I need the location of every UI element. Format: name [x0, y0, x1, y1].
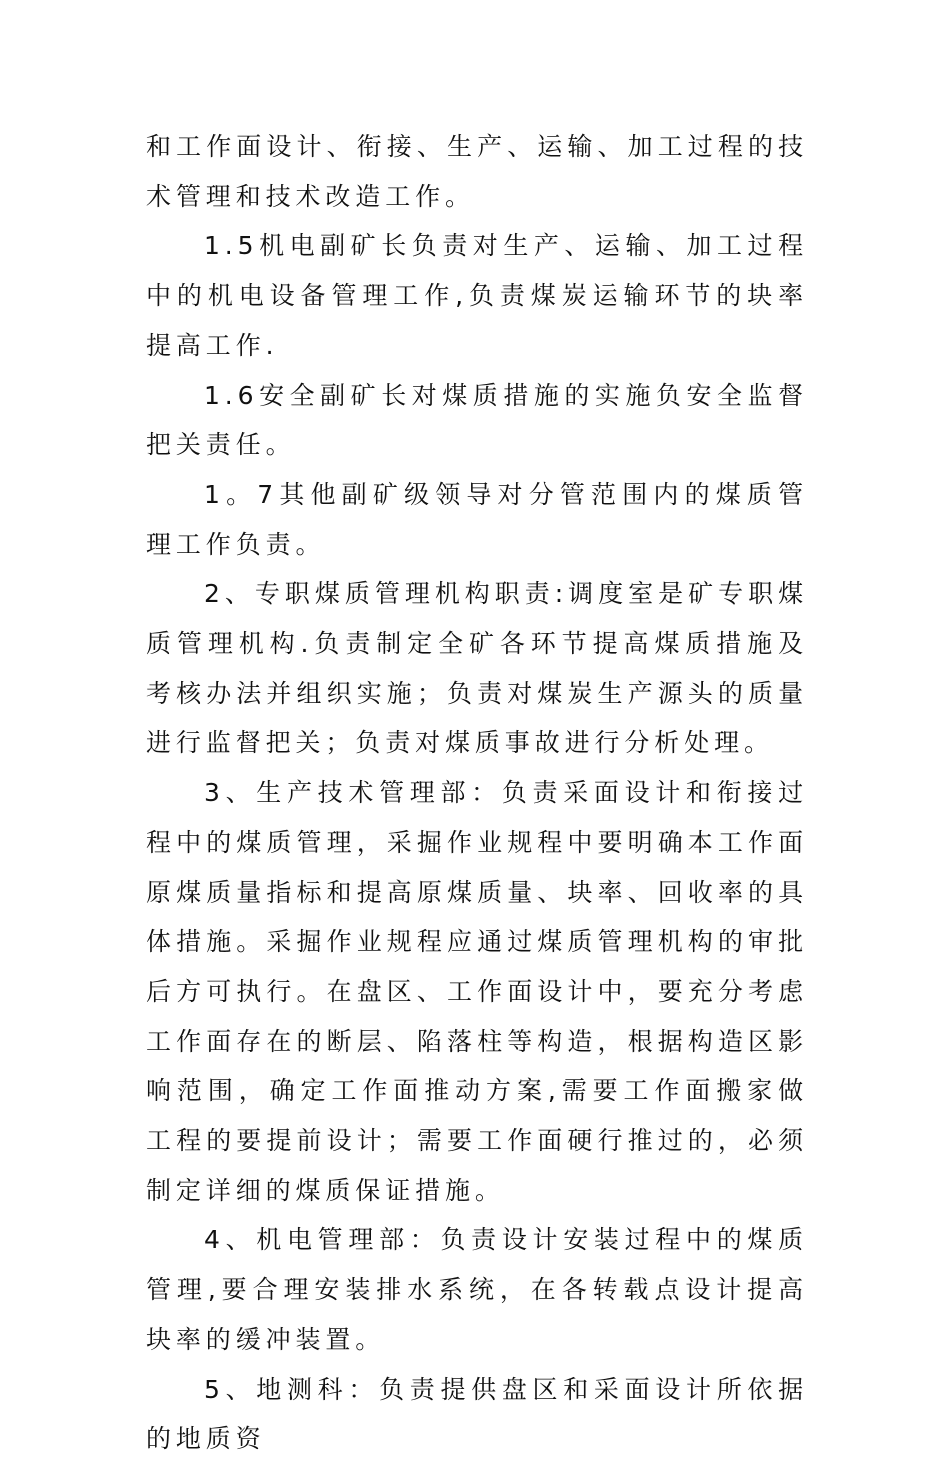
paragraph-2-coal-quality-agency: 2、专职煤质管理机构职责:调度室是矿专职煤质管理机构.负责制定全矿各环节提高煤质措施及考核办法并组织实施；负责对煤炭生产源头的质量进行监督把关；负责对煤质事故进行分析处理。 [146, 579, 808, 758]
document-body [146, 122, 808, 1464]
paragraph-continuation: 和工作面设计、衔接、生产、运输、加工过程的技术管理和技术改造工作。 [146, 132, 808, 211]
paragraph-1-5-mechanical-deputy: 1.5机电副矿长负责对生产、运输、加工过程中的机电设备管理工作,负责煤炭运输环节的块率提高工作. [146, 231, 808, 360]
paragraph-1-7-other-deputies: 1。7其他副矿级领导对分管范围内的煤质管理工作负责。 [146, 479, 808, 559]
paragraph-3-production-tech-dept: 3、生产技术管理部：负责采面设计和衔接过程中的煤质管理，采掘作业规程中要明确本工作面原煤质量指标和提高原煤质量、块率、回收率的具体措施。采掘作业规程应通过煤质管理机构的审批后方可执行。在盘区、工作面设计中，要充分考虑工作面存在的断层、陷落柱等构造，根据构造区影响范围，确定工作面推动方案,需要工作面搬家做工程的要提前设计；需要工作面硬行推过的，必须制定详细的煤质保证措施。 [146, 778, 808, 1205]
paragraph-5-geology-survey: 5、地测科：负责提供盘区和采面设计所依据的地质资 [146, 1374, 808, 1454]
paragraph-1-6-safety-deputy: 1.6安全副矿长对煤质措施的实施负安全监督把关责任。 [146, 380, 808, 460]
paragraph-4-mechanical-dept: 4、机电管理部：负责设计安装过程中的煤质管理,要合理安装排水系统，在各转载点设计提高块率的缓冲装置。 [146, 1225, 808, 1354]
